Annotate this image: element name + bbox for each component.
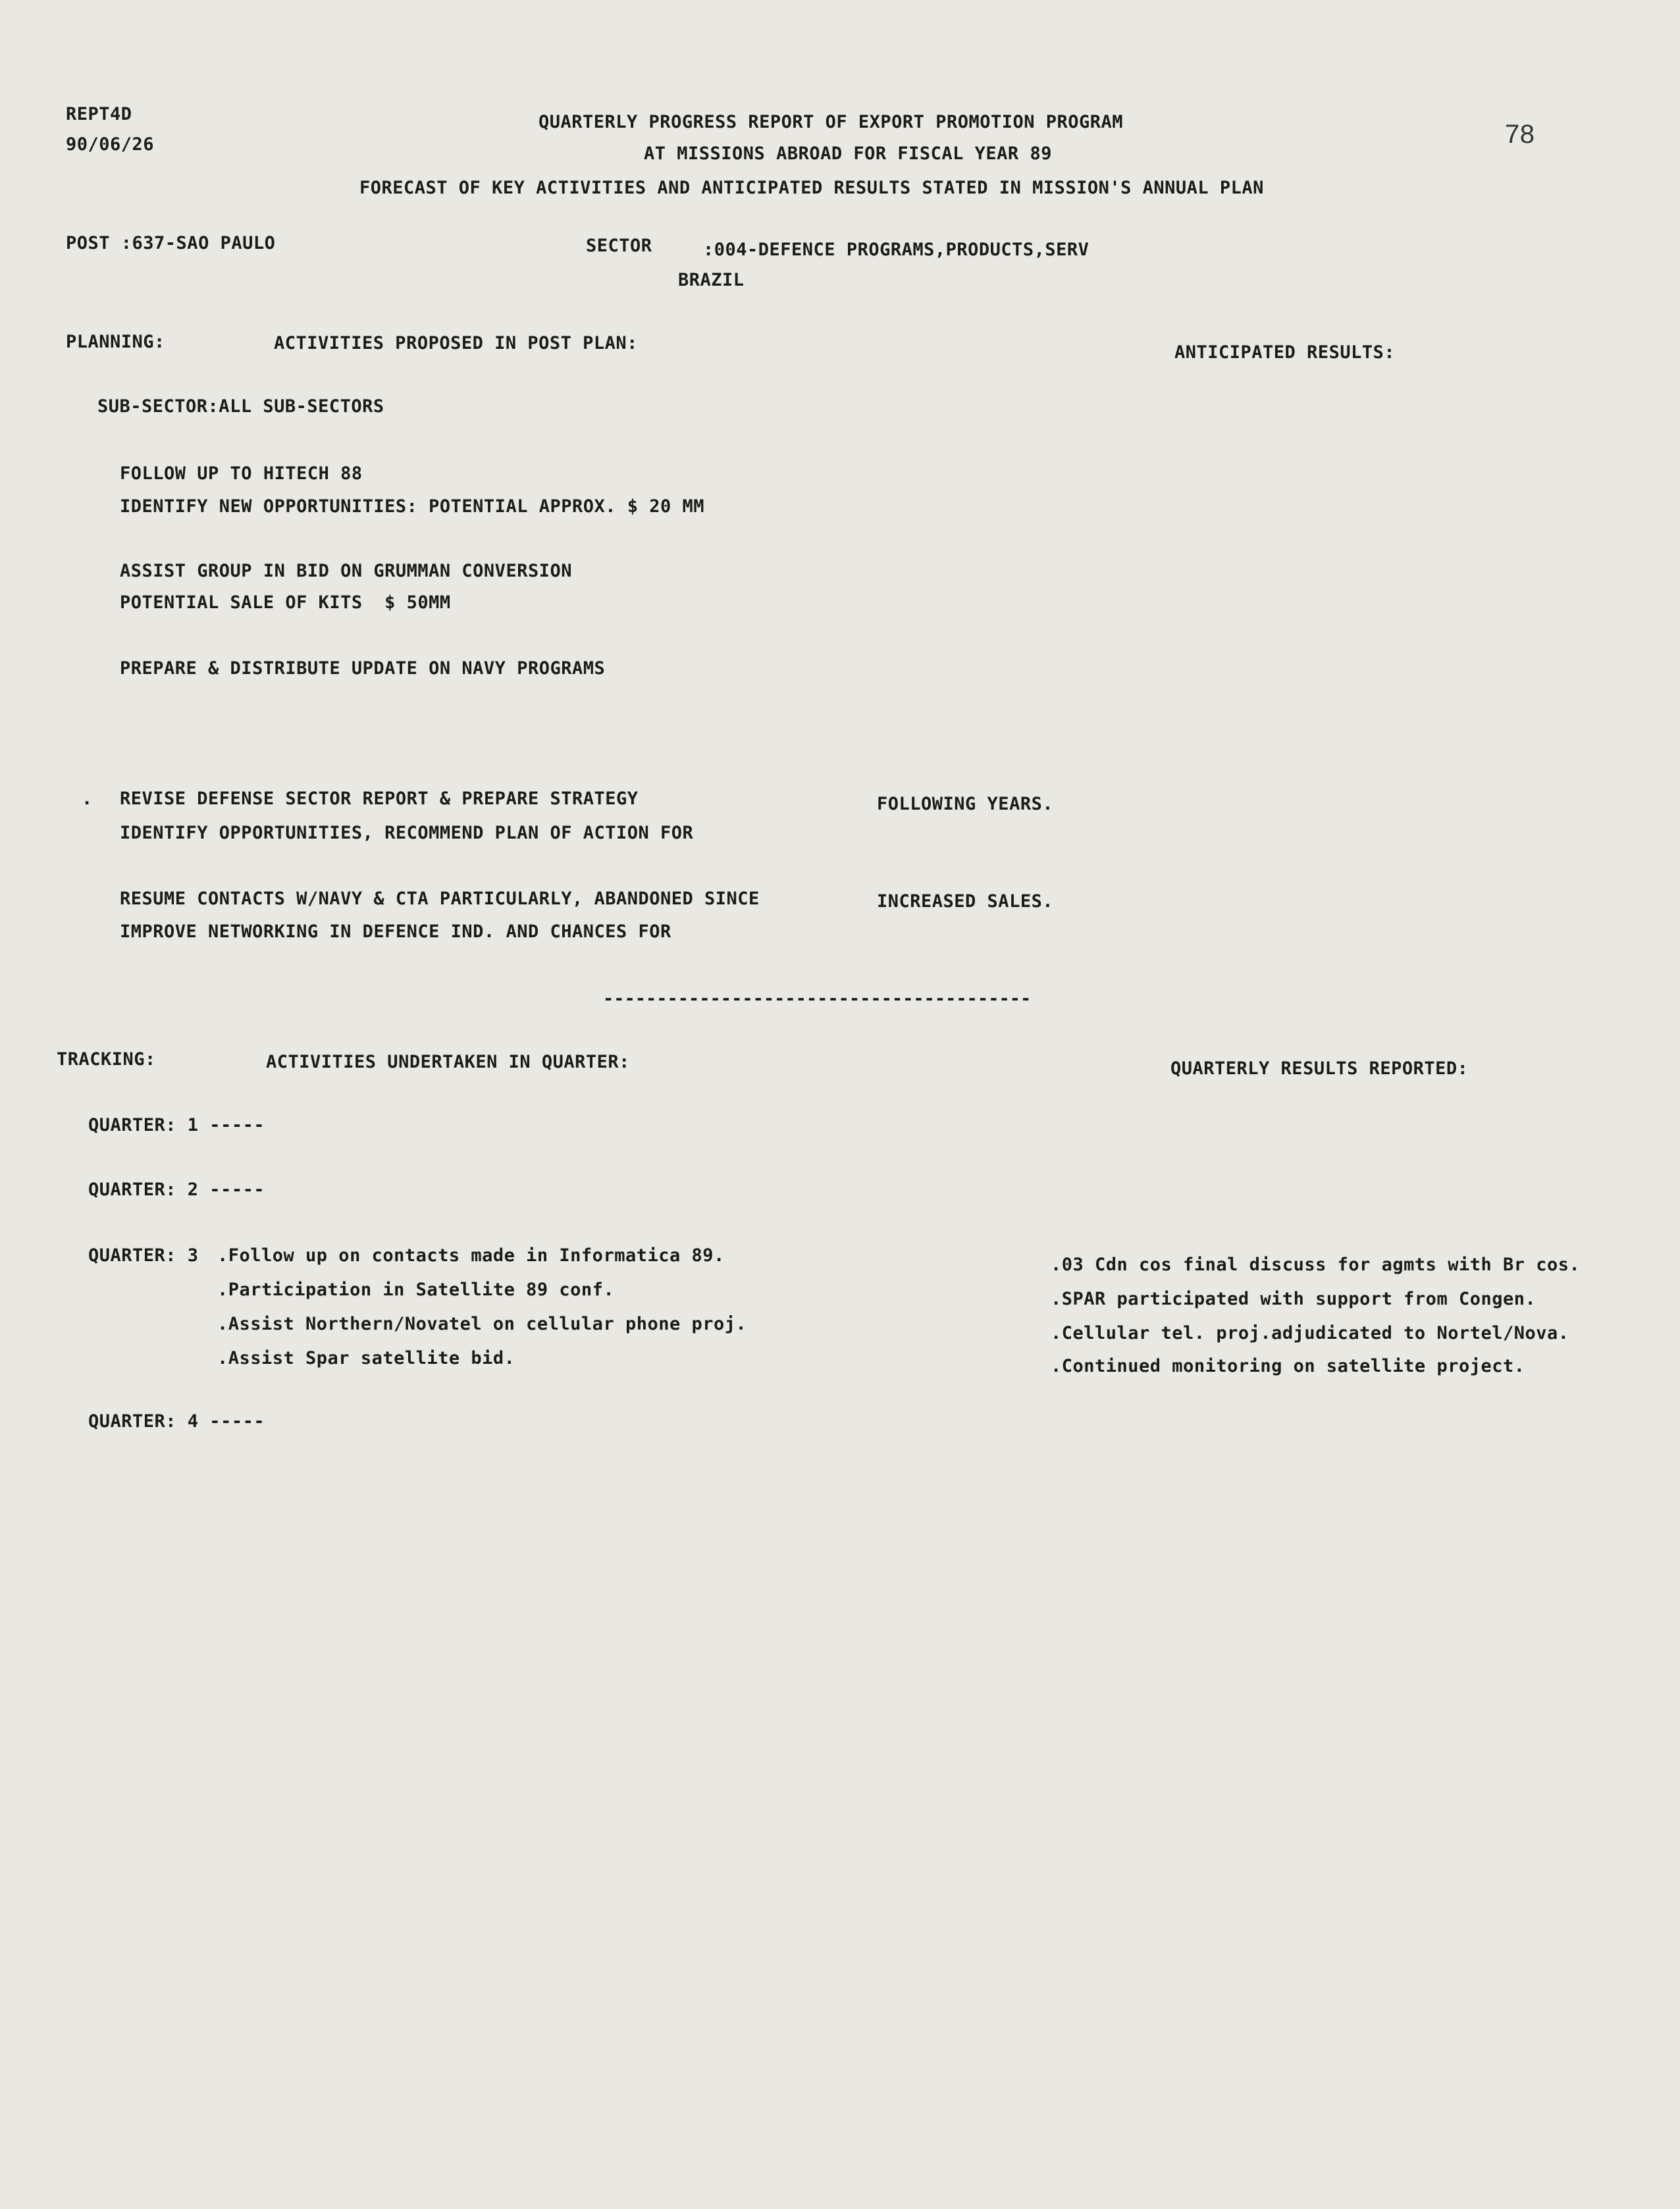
planning-item: IDENTIFY NEW OPPORTUNITIES: POTENTIAL APPROX. $ 20 MM bbox=[120, 496, 705, 517]
report-id: REPT4D bbox=[66, 104, 132, 124]
planning-item: RESUME CONTACTS W/NAVY & CTA PARTICULARLY, ABANDONED SINCE bbox=[120, 889, 760, 909]
planning-item: IDENTIFY OPPORTUNITIES, RECOMMEND PLAN OF ACTION FOR bbox=[120, 823, 694, 843]
planning-item: FOLLOW UP TO HITECH 88 bbox=[120, 463, 363, 484]
q3-activity: .Participation in Satellite 89 conf. bbox=[217, 1280, 615, 1300]
planning-label: PLANNING: bbox=[66, 332, 165, 352]
planning-item: REVISE DEFENSE SECTOR REPORT & PREPARE STRATEGY bbox=[120, 789, 639, 809]
quarter-3-label: QUARTER: 3 bbox=[88, 1245, 199, 1266]
q3-result: .Continued monitoring on satellite project. bbox=[1051, 1356, 1525, 1376]
post-label: POST :637-SAO PAULO bbox=[66, 233, 276, 253]
planning-item: POTENTIAL SALE OF KITS $ 50MM bbox=[120, 592, 451, 613]
section-divider: ---------------------------------------- bbox=[603, 989, 1032, 1009]
tracking-label: TRACKING: bbox=[57, 1049, 156, 1070]
sector-value: :004-DEFENCE PROGRAMS,PRODUCTS,SERV bbox=[703, 240, 1089, 260]
q3-result: .Cellular tel. proj.adjudicated to Nortel/Nova. bbox=[1051, 1323, 1569, 1343]
country: BRAZIL bbox=[678, 270, 745, 290]
bullet-mark: . bbox=[82, 789, 93, 809]
tracking-activities-heading: ACTIVITIES UNDERTAKEN IN QUARTER: bbox=[266, 1052, 630, 1072]
planning-item: PREPARE & DISTRIBUTE UPDATE ON NAVY PROGRAMS bbox=[120, 658, 606, 679]
title-line-3: FORECAST OF KEY ACTIVITIES AND ANTICIPATED RESULTS STATED IN MISSION'S ANNUAL PLAN bbox=[359, 178, 1264, 198]
q3-result: .SPAR participated with support from Congen. bbox=[1051, 1289, 1536, 1309]
planning-results-heading: ANTICIPATED RESULTS: bbox=[1174, 342, 1396, 363]
tracking-results-heading: QUARTERLY RESULTS REPORTED: bbox=[1170, 1058, 1469, 1079]
sector-label: SECTOR bbox=[586, 236, 652, 256]
q3-activity: .Assist Northern/Novatel on cellular phone proj. bbox=[217, 1314, 747, 1334]
subsector: SUB-SECTOR:ALL SUB-SECTORS bbox=[97, 396, 384, 417]
planning-result: INCREASED SALES. bbox=[877, 891, 1054, 912]
quarter-1: QUARTER: 1 ----- bbox=[88, 1115, 265, 1135]
q3-activity: .Assist Spar satellite bid. bbox=[217, 1348, 515, 1368]
quarter-4: QUARTER: 4 ----- bbox=[88, 1411, 265, 1432]
report-date: 90/06/26 bbox=[66, 134, 155, 155]
title-line-2: AT MISSIONS ABROAD FOR FISCAL YEAR 89 bbox=[644, 143, 1052, 164]
planning-activities-heading: ACTIVITIES PROPOSED IN POST PLAN: bbox=[274, 333, 638, 353]
title-line-1: QUARTERLY PROGRESS REPORT OF EXPORT PROMOTION PROGRAM bbox=[538, 112, 1124, 132]
page-number: 78 bbox=[1505, 120, 1535, 149]
planning-result: FOLLOWING YEARS. bbox=[877, 794, 1054, 814]
quarter-2: QUARTER: 2 ----- bbox=[88, 1180, 265, 1200]
q3-activity: .Follow up on contacts made in Informatica 89. bbox=[217, 1245, 725, 1266]
planning-item: ASSIST GROUP IN BID ON GRUMMAN CONVERSION bbox=[120, 561, 572, 581]
planning-item: IMPROVE NETWORKING IN DEFENCE IND. AND CHANCES FOR bbox=[120, 922, 671, 942]
q3-result: .03 Cdn cos final discuss for agmts with Br cos. bbox=[1051, 1255, 1581, 1275]
